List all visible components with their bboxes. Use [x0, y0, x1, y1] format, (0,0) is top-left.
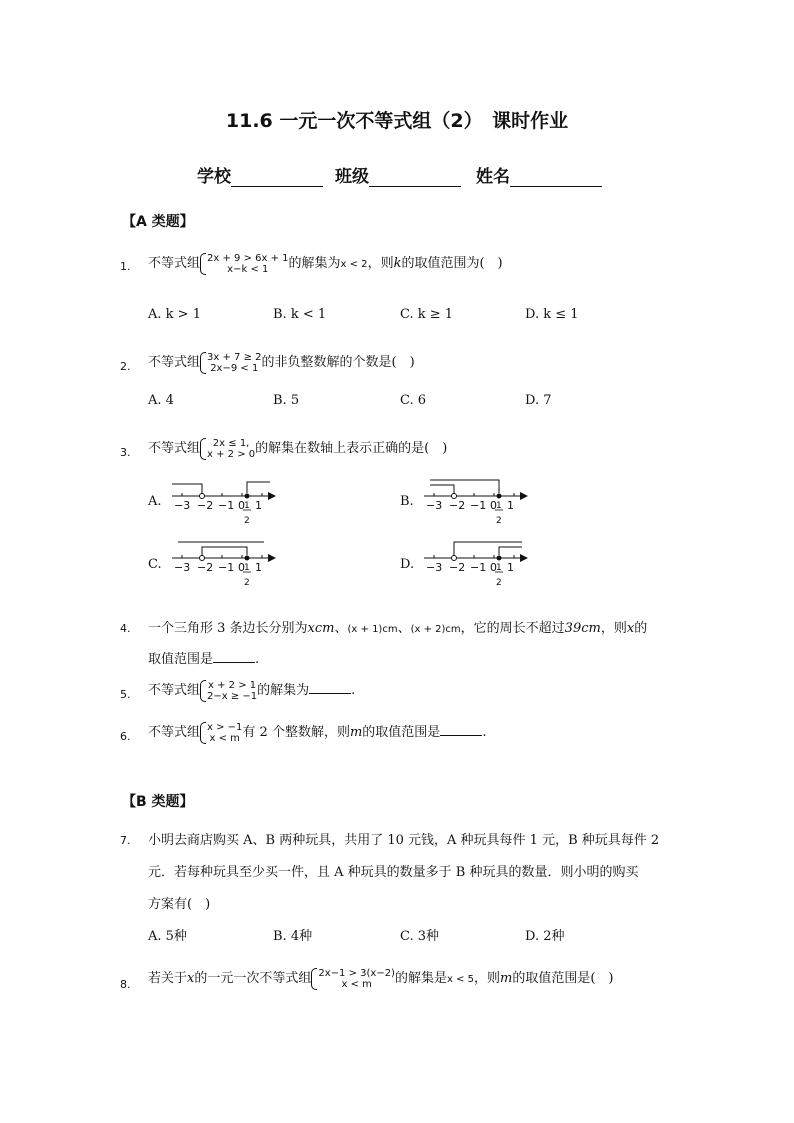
q4-sep: 、 [397, 621, 411, 636]
tick-label: 0 [490, 499, 497, 512]
brace-icon [200, 680, 206, 702]
q1-mid2: ，则 [367, 256, 394, 271]
q4-var: xcm [307, 621, 335, 636]
range-lower [430, 485, 454, 493]
tick-label-half-num: 1 [244, 563, 250, 573]
class-field [335, 162, 461, 187]
open-point [200, 556, 205, 561]
q2-stem [148, 351, 415, 374]
q2-option-a[interactable]: A. 4 [148, 393, 174, 408]
arrow-icon [520, 492, 528, 500]
school-label: 学校 [197, 167, 231, 187]
name-field [476, 162, 602, 187]
q8-var: x [187, 971, 195, 986]
q5-end: . [351, 683, 356, 698]
q7-line3: 方案有( ) [148, 897, 211, 912]
q8-text: ，则 [474, 971, 501, 986]
number-line-b [420, 474, 530, 532]
open-point [452, 494, 457, 499]
q6-ineq-1: x > −1 [207, 721, 243, 733]
q8-ineq-1: 2x−1 > 3(x−2) [318, 967, 395, 979]
open-point [200, 494, 205, 499]
q5-stem [148, 679, 355, 702]
arrow-icon [520, 554, 528, 562]
q3-prefix: 不等式组 [148, 441, 201, 456]
q6-text: 有 2 个整数解，则 [242, 725, 350, 740]
q8-text: 的一元一次不等式组 [194, 971, 312, 986]
tick-label: −3 [426, 499, 443, 512]
closed-point [497, 494, 502, 499]
tick-label: 0 [238, 561, 245, 574]
q6-ineq-2: x < m [209, 732, 240, 744]
q4-end: . [255, 652, 260, 667]
tick-label: 0 [238, 499, 245, 512]
closed-point [245, 494, 250, 499]
q8-text: 若关于 [148, 971, 188, 986]
arrow-icon [268, 554, 276, 562]
q2-system [200, 352, 261, 374]
q4-number: 4. [120, 622, 131, 635]
brace-icon [200, 253, 206, 275]
tick-label: 1 [507, 499, 514, 512]
q7-option-b[interactable]: B. 4种 [273, 929, 313, 944]
q6-prefix: 不等式组 [148, 725, 201, 740]
q6-var: m [349, 725, 363, 740]
q1-mid: 的解集为 [288, 256, 341, 271]
q5-system [200, 680, 257, 702]
brace-icon [200, 722, 206, 744]
q1-option-c[interactable]: C. k ≥ 1 [400, 307, 454, 322]
q7-number: 7. [120, 834, 131, 847]
q4-text: ，它的周长不超过 [460, 621, 565, 636]
q3-ineq-1: 2x ≤ 1, [212, 437, 250, 449]
school-field [197, 162, 323, 187]
number-line-c [168, 536, 278, 594]
tick-label: 1 [507, 561, 514, 574]
tick-label: 1 [255, 561, 262, 574]
range-lower [499, 547, 522, 555]
tick-label-half-num: 1 [244, 501, 250, 511]
tick-label: −1 [218, 561, 235, 574]
tick-label-half-num: 1 [496, 563, 502, 573]
q1-option-b[interactable]: B. k < 1 [273, 307, 327, 322]
range-lower [202, 547, 247, 555]
brace-icon [311, 968, 317, 990]
tick-label-half-den: 2 [496, 578, 502, 588]
tick-label: −3 [174, 499, 191, 512]
number-line-a [168, 474, 278, 532]
range-left [172, 484, 202, 493]
tick-label: −1 [218, 499, 235, 512]
q6-number: 6. [120, 730, 131, 743]
q8-number: 8. [120, 978, 131, 991]
tick-label: −2 [449, 499, 466, 512]
tick-label-half-den: 2 [244, 516, 250, 526]
q7-option-c[interactable]: C. 3种 [400, 929, 440, 944]
q2-ineq-2: 2x−9 < 1 [210, 362, 259, 374]
q1-ineq-2: x−k < 1 [227, 263, 269, 275]
name-blank[interactable] [510, 170, 602, 187]
q1-prefix: 不等式组 [148, 256, 201, 271]
q5-ineq-1: x + 2 > 1 [208, 679, 257, 691]
q3-stem [148, 437, 447, 460]
q2-suffix: 的非负整数解的个数是( ) [261, 355, 415, 370]
q2-option-d[interactable]: D. 7 [525, 393, 552, 408]
q5-prefix: 不等式组 [148, 683, 201, 698]
section-b-heading: 【B 类题】 [122, 794, 194, 810]
class-label: 班级 [335, 167, 369, 187]
tick-label: −1 [470, 561, 487, 574]
page-title: 11.6 一元一次不等式组（2） 课时作业 [225, 110, 569, 132]
q4-sep: 、 [334, 621, 348, 636]
q3-system [200, 438, 255, 460]
q6-answer-blank[interactable] [440, 723, 482, 736]
q1-option-d[interactable]: D. k ≤ 1 [525, 307, 579, 322]
q3-option-a[interactable]: A. [148, 494, 162, 509]
q4-text: 的 [634, 621, 648, 636]
q5-suffix: 的解集为 [257, 683, 310, 698]
q2-number: 2. [120, 360, 131, 373]
q7-option-a[interactable]: A. 5种 [148, 929, 187, 944]
tick-label: 1 [255, 499, 262, 512]
q1-stem [148, 252, 503, 275]
q1-ineq-1: 2x + 9 > 6x + 1 [207, 252, 289, 264]
q2-ineq-1: 3x + 7 ≥ 2 [207, 351, 262, 363]
q4-stem-line2 [148, 648, 259, 667]
q3-suffix: 的解集在数轴上表示正确的是( ) [255, 441, 448, 456]
q7-line2: 元．若每种玩具至少买一件，且 A 种玩具的数量多于 B 种玩具的数量．则小明的购买 [148, 865, 639, 880]
tick-label: −1 [470, 499, 487, 512]
tick-label: −2 [197, 499, 214, 512]
tick-label-half-den: 2 [496, 516, 502, 526]
q8-ineq-2: x < m [341, 978, 372, 990]
q2-option-b[interactable]: B. 5 [273, 393, 300, 408]
q4-expr: (x + 1)cm [347, 624, 398, 635]
q4-var: x [626, 621, 635, 636]
q2-prefix: 不等式组 [148, 355, 201, 370]
range-right [247, 482, 270, 493]
range-upper [430, 480, 499, 493]
name-label: 姓名 [476, 167, 510, 187]
number-line-d [420, 536, 530, 594]
q4-var: 39cm [564, 621, 601, 636]
brace-icon [200, 352, 206, 374]
q4-stem-line1 [148, 617, 647, 636]
q1-solution: x < 2 [340, 259, 368, 270]
q1-suffix: 的取值范围为( ) [401, 256, 503, 271]
q6-text: 的取值范围是 [362, 725, 441, 740]
tick-label-half-den: 2 [244, 578, 250, 588]
q4-expr: (x + 2)cm [410, 624, 461, 635]
closed-point [245, 556, 250, 561]
tick-label: −2 [449, 561, 466, 574]
q5-number: 5. [120, 688, 131, 701]
q6-end: . [482, 725, 487, 740]
q1-option-a[interactable]: A. k > 1 [148, 307, 201, 322]
q3-option-b[interactable]: B. [400, 494, 414, 509]
q1-number: 1. [120, 260, 131, 273]
q3-option-d[interactable]: D. [400, 557, 415, 572]
tick-label: 0 [490, 561, 497, 574]
q1-var: k [393, 256, 402, 271]
brace-icon [200, 438, 206, 460]
q8-text: 的解集是 [394, 971, 447, 986]
q8-stem [148, 967, 614, 990]
q3-ineq-2: x + 2 > 0 [207, 448, 256, 460]
q7-option-d[interactable]: D. 2种 [525, 929, 565, 944]
q6-system [200, 722, 242, 744]
q5-ineq-2: 2−x ≥ −1 [207, 690, 258, 702]
closed-point [497, 556, 502, 561]
q4-answer-blank[interactable] [213, 650, 255, 663]
q8-text: 的取值范围是( ) [512, 971, 614, 986]
tick-label: −3 [426, 561, 443, 574]
class-blank[interactable] [369, 170, 461, 187]
q3-option-c[interactable]: C. [148, 557, 162, 572]
tick-label: −2 [197, 561, 214, 574]
q8-solution: x < 5 [446, 974, 475, 985]
section-a-heading: 【A 类题】 [122, 214, 194, 230]
q8-system [311, 968, 395, 990]
q4-text: ，则 [600, 621, 627, 636]
q5-answer-blank[interactable] [309, 681, 351, 694]
range-upper [454, 542, 522, 555]
q2-option-c[interactable]: C. 6 [400, 393, 427, 408]
q6-stem [148, 721, 486, 744]
school-blank[interactable] [231, 170, 323, 187]
q4-text: 一个三角形 3 条边长分别为 [148, 621, 308, 636]
arrow-icon [268, 492, 276, 500]
tick-label: −3 [174, 561, 191, 574]
tick-label-half-num: 1 [496, 501, 502, 511]
q1-system [200, 253, 289, 275]
q8-var: m [500, 971, 513, 986]
open-point [452, 556, 457, 561]
q3-number: 3. [120, 446, 131, 459]
q4-text: 取值范围是 [148, 652, 214, 667]
q7-line1: 小明去商店购买 A、B 两种玩具，共用了 10 元钱，A 种玩具每件 1 元，B 种玩具每件 2 [148, 833, 660, 848]
